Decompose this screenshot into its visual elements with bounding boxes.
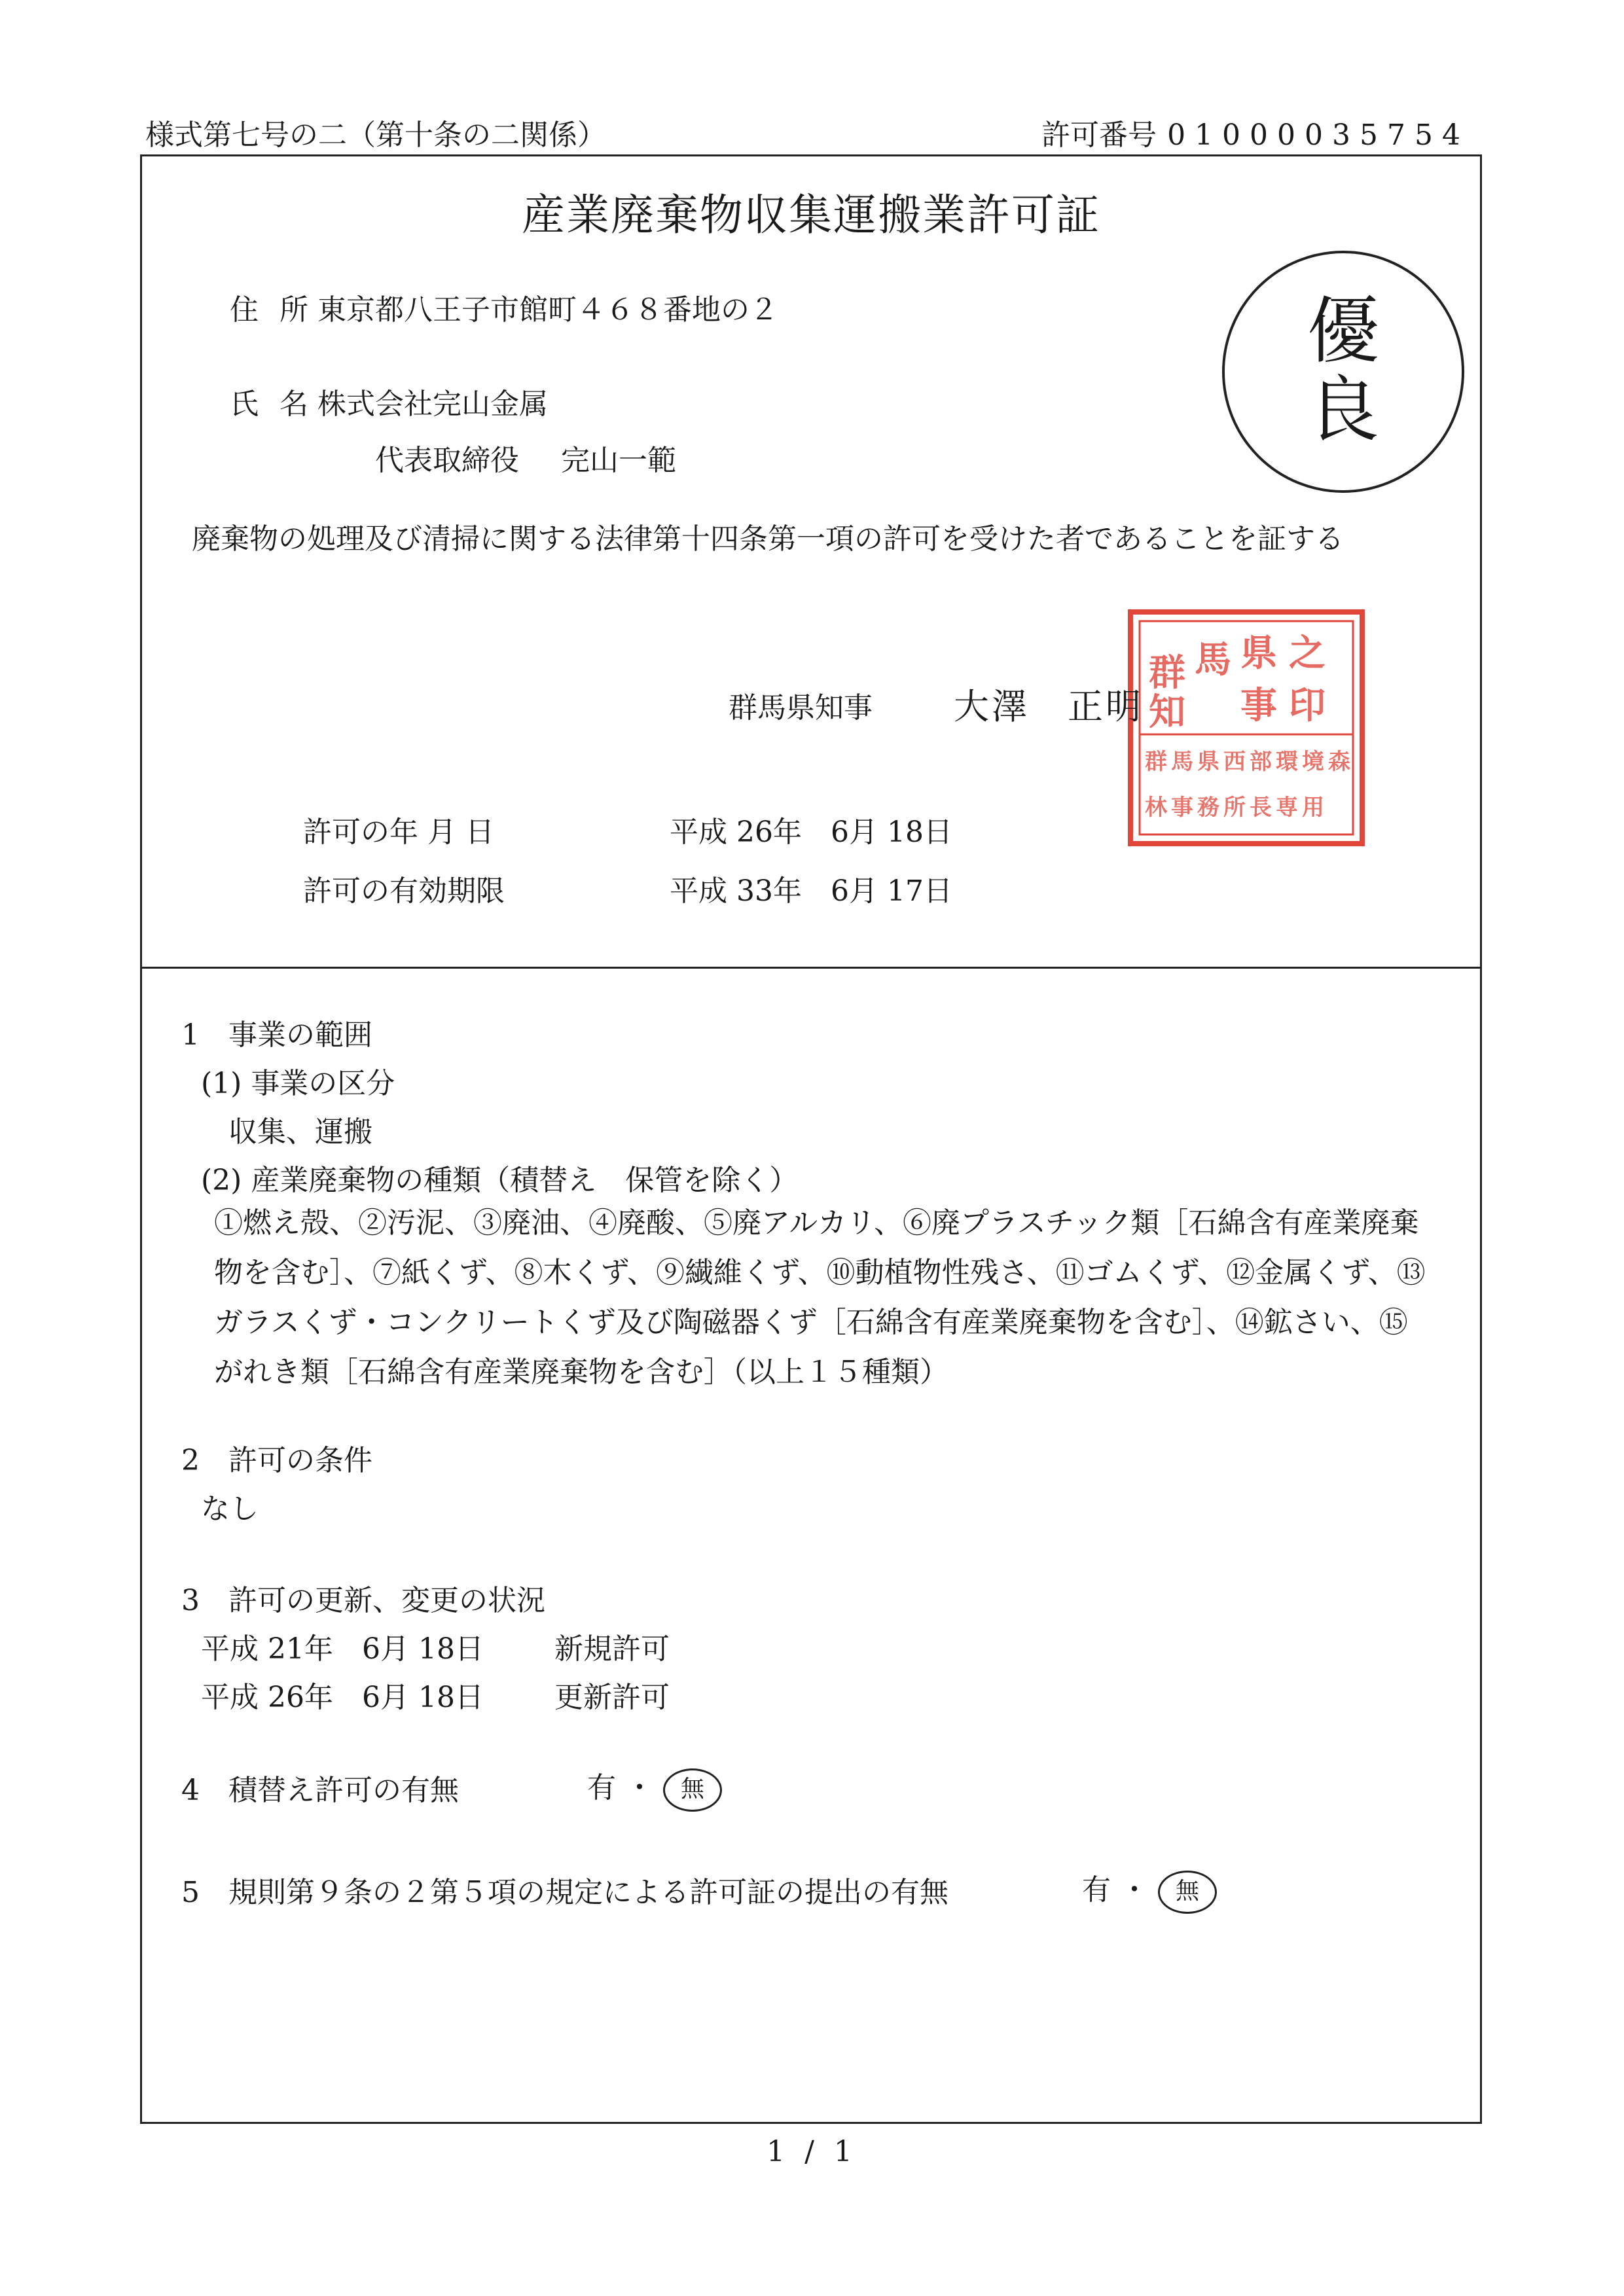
svg-text:森: 森: [1328, 749, 1350, 775]
address-row: [230, 286, 778, 328]
address-label: 住所: [230, 293, 329, 327]
section1-heading: 1 事業の範囲: [181, 1018, 372, 1052]
section4-no-circled: 無: [663, 1768, 722, 1812]
history-date: 平成 26年 6月 18日: [201, 1681, 484, 1714]
svg-text:県: 県: [1197, 749, 1219, 775]
svg-text:群: 群: [1145, 749, 1167, 775]
svg-text:部: 部: [1250, 749, 1272, 775]
section4-heading: 4 積替え許可の有無: [181, 1774, 459, 1807]
section1-sub1-value: 収集、運搬: [228, 1115, 372, 1149]
svg-text:所: 所: [1223, 795, 1246, 821]
section-divider: [142, 967, 1480, 969]
section5-separator: ・: [1120, 1873, 1149, 1907]
section5-no-circled: 無: [1158, 1871, 1217, 1914]
permit-number-line: [1041, 111, 1470, 153]
section4-separator: ・: [625, 1771, 654, 1804]
svg-text:馬: 馬: [1195, 638, 1231, 681]
history-type: 新規許可: [554, 1632, 670, 1666]
expiry-date-label: 許可の有効期限: [303, 874, 505, 908]
history-row: [201, 1625, 670, 1667]
page-number: 1 / 1: [767, 2135, 857, 2168]
svg-text:事: 事: [1171, 795, 1193, 821]
history-row: [201, 1674, 670, 1715]
section2-value: なし: [201, 1492, 259, 1526]
representative-name: 完山一範: [561, 444, 676, 477]
svg-text:西: 西: [1223, 749, 1246, 775]
permit-number-value: 01000035754: [1167, 118, 1470, 152]
issuer-name: 大澤 正明: [954, 686, 1144, 727]
issuer-title: 群馬県知事: [729, 691, 873, 725]
name-label: 氏名: [230, 387, 329, 421]
address-value: 東京都八王子市館町４６８番地の２: [317, 293, 778, 327]
svg-text:事: 事: [1240, 684, 1277, 727]
svg-text:専: 専: [1276, 795, 1298, 821]
representative-title: 代表取締役: [375, 444, 519, 477]
svg-text:之: 之: [1289, 632, 1326, 675]
permit-number-label: 許可番号: [1041, 118, 1157, 152]
svg-text:知: 知: [1149, 691, 1185, 734]
svg-text:印: 印: [1289, 684, 1326, 727]
history-type: 更新許可: [554, 1681, 670, 1714]
permit-date-value: 平成 26年 6月 18日: [670, 816, 952, 849]
svg-text:境: 境: [1302, 749, 1324, 775]
section1-sub1-heading: (1) 事業の区分: [201, 1067, 395, 1100]
section1-sub2-heading: (2) 産業廃棄物の種類（積替え 保管を除く）: [201, 1164, 799, 1197]
svg-text:林: 林: [1145, 795, 1167, 821]
form-number: 様式第七号の二（第十条の二関係）: [145, 118, 606, 152]
permit-date-label: 許可の年 月 日: [303, 816, 494, 849]
history-date: 平成 21年 6月 18日: [201, 1632, 484, 1666]
excellent-char-1: 優: [1307, 289, 1379, 373]
excellent-operator-mark: [1222, 251, 1464, 493]
certificate-frame: [140, 154, 1482, 2124]
svg-text:群: 群: [1149, 651, 1185, 694]
section3-heading: 3 許可の更新、変更の状況: [181, 1584, 545, 1617]
section5-answer: [1082, 1866, 1217, 1914]
section5-yes: 有: [1082, 1873, 1111, 1907]
svg-text:環: 環: [1276, 749, 1298, 775]
representative-row: [375, 437, 676, 478]
svg-text:馬: 馬: [1171, 749, 1193, 775]
section2-heading: 2 許可の条件: [181, 1444, 372, 1477]
section4-yes: 有: [587, 1771, 616, 1804]
svg-text:用: 用: [1302, 795, 1324, 821]
expiry-date-value: 平成 33年 6月 17日: [670, 874, 952, 908]
company-name: 株式会社完山金属: [317, 387, 548, 421]
section4-answer: [587, 1764, 722, 1812]
svg-text:県: 県: [1240, 632, 1277, 675]
svg-text:長: 長: [1250, 795, 1272, 821]
section5-heading: 5 規則第９条の２第５項の規定による許可証の提出の有無: [181, 1876, 948, 1909]
excellent-char-2: 良: [1307, 368, 1379, 452]
svg-text:務: 務: [1197, 795, 1219, 821]
name-row: [230, 380, 548, 422]
certification-text: 廃棄物の処理及び清掃に関する法律第十四条第一項の許可を受けた者であることを証する: [192, 522, 1344, 556]
waste-types-list: ①燃え殻、②汚泥、③廃油、④廃酸、⑤廃アルカリ、⑥廃プラスチック類［石綿含有産業廃棄物を含む］、⑦紙くず、⑧木くず、⑨繊維くず、⑩動植物性残さ、⑪ゴムくず、⑫金属くず、⑬ガラスくず・コンクリートくず及び陶磁器くず［石綿含有産業廃棄物を含む］、⑭鉱さい、⑮がれき類［石綿含有産業廃棄物を含む］（以上１５種類）: [214, 1206, 1426, 1389]
certificate-title: 産業廃棄物収集運搬業許可証: [522, 190, 1100, 240]
official-seal-stamp: [1125, 607, 1367, 849]
